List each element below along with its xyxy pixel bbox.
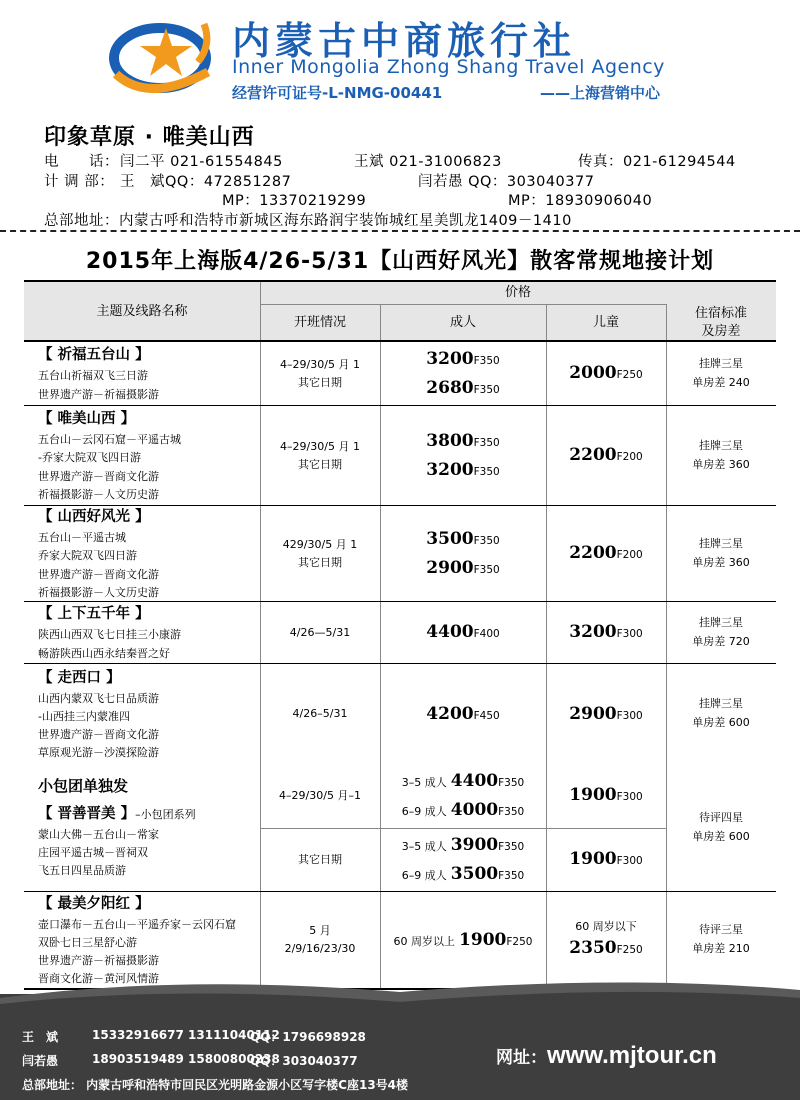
fax: 传真：021-61294544 [578,154,736,170]
route-desc-line: 山西内蒙双飞七日品质游 [38,691,159,705]
price-value: 6–9 成人 3500F350 [401,863,525,884]
route-desc-line: 祈福摄影游－人文历史游 [38,487,159,501]
accommodation-line: 单房差 720 [692,634,750,648]
route-cell [24,602,260,663]
schedule-line: 其它日期 [298,375,342,389]
schedule-line: 429/30/5 月 1 [282,537,358,551]
route-desc-line: 蒙山大佛－五台山－常家 [38,827,159,841]
group-schedule-1: 4–29/30/5 月–1 [279,788,361,802]
last-adult-price: 60 周岁以上 1900F250 [393,929,533,950]
price-value: 3200F350 [426,459,500,480]
accommodation-cell [666,664,776,764]
route-desc-line: -乔家大院双飞四日游 [38,451,141,465]
route-name: 【 唯美山西 】 [38,411,136,428]
price-value: 2200F200 [569,543,643,564]
schedule-line: 其它日期 [298,555,342,569]
child-price-cell [546,406,666,505]
adult-price-cell [380,506,546,601]
th-child: 儿童 [592,315,619,331]
price-value: 2900F300 [569,703,643,724]
child-price-cell [546,602,666,663]
qq-1: 王 斌QQ：472851287 [120,174,292,190]
accommodation-line: 待评四星 [699,810,743,824]
table-row [24,342,776,406]
accommodation-cell [666,602,776,663]
footer-address: 总部地址： 内蒙古呼和浩特市回民区光明路金源小区写字楼C座13号4楼 [22,1078,409,1092]
mobile-1: MP：13370219299 [222,193,367,209]
price-value: 3200F350 [426,348,500,369]
accommodation-line: 单房差 210 [692,942,750,955]
price-value: 4200F450 [426,703,500,724]
schedule-line: 4–29/30/5 月 1 [280,439,360,453]
table-row [24,506,776,602]
plan-title: 2015年上海版4/26-5/31【山西好风光】散客常规地接计划 [85,249,715,274]
dept-label: 计 调 部： [44,174,115,190]
route-desc-line: 世界遗产游－祈福摄影游 [38,954,159,967]
contact-block: 印象草原 · 唯美山西 电 话： 闫二平 021-61554845 王斌 021-31006823 传真：021-61294544 计 调 部： 王 斌QQ：472851287 闫若愚 QQ：303040377 MP：13370219299 MP：18930906040 总部地址：内蒙古呼和浩特市新城区海东路润宇装饰城红星美凯龙1409－1410 [0,110,800,230]
accommodation-cell [666,342,776,405]
group-adult-price-1 [380,764,546,827]
schedule-line: 2/9/16/23/30 [284,942,356,955]
phone-2: 王斌 021-31006823 [354,154,502,170]
accommodation-line: 挂牌三星 [699,697,743,711]
last-child-price: 60 周岁以下 2350F250 [569,919,643,958]
group-adult-price-2 [380,828,546,891]
route-cell [24,406,260,505]
accommodation-line: 挂牌三星 [699,438,743,452]
schedule-line: 4/26—5/31 [289,625,351,639]
price-value: 3500F350 [426,528,500,549]
route-desc-line: 世界遗产游－晋商文化游 [38,728,159,741]
route-desc-line: 五台山祈福双飞三日游 [38,369,148,383]
route-desc-line: 世界遗产游－晋商文化游 [38,469,159,483]
adult-price-cell [380,406,546,505]
route-desc-line: 世界遗产游－晋商文化游 [38,567,159,581]
phone-label: 电 话： [44,154,119,170]
route-desc-line: 五台山－云冈石窟－平遥古城 [38,433,181,447]
license-number: 经营许可证号-L-NMG-00441 [232,84,443,102]
accommodation-line: 挂牌三星 [699,356,743,370]
schedule-line: 5 月 [309,924,331,938]
price-value: 2000F250 [569,363,643,384]
brand-title-cn: 内蒙古中商旅行社 [232,19,577,63]
schedule-line: 其它日期 [298,457,342,471]
route-desc [38,626,260,662]
child-price-cell [546,342,666,405]
route-name: 【 走西口 】 [38,669,121,686]
route-desc-line: 庄园平遥古城－晋祠双 [38,845,148,859]
table-row-last: 【 最美夕阳红 】 壶口瀑布－五台山－平遥乔家－云冈石窟 双卧七日三星舒心游 世界遗产游－祈福摄影游 晋商文化游－黄河风情游 5 月 2/9/16/23/30 60 周岁以上 1900F250 60 周岁以下 2350F250 待评三星 单房差 210 [24,892,776,988]
route-name: 【 上下五千年 】 [38,606,150,623]
group-child-price-2 [546,828,666,891]
accommodation-line: 单房差 360 [692,457,750,471]
mobile-2: MP：18930906040 [508,193,653,209]
group-route: 小包团单独发 【 晋善晋美 】–小包团系列 蒙山大佛－五台山－常家 庄园平遥古城－晋祠双 飞五日四星品质游 [24,764,260,891]
price-value: 1900F300 [569,849,643,870]
route-desc-line: 祈福摄影游－人文历史游 [38,585,159,599]
group-schedule-2: 其它日期 [298,852,342,866]
price-value: 2900F350 [426,557,500,578]
footer-wave-decoration [0,972,800,1012]
route-desc-line: 世界遗产游－祈福摄影游 [38,387,159,401]
price-value: 4400F400 [426,622,500,643]
accommodation-line: 单房差 360 [692,555,750,569]
star-swoosh-logo-icon [108,14,220,96]
route-desc-line: 晋商文化游－黄河风情游 [38,972,159,986]
price-value: 1900F300 [569,785,643,806]
accommodation-line: 挂牌三星 [699,615,743,629]
table-row [24,602,776,664]
adult-price-cell [380,602,546,663]
price-value: 2680F350 [426,377,500,398]
itinerary-table [24,280,776,990]
website[interactable]: 网址：www.mjtour.cn [496,1042,717,1069]
route-desc-line: 飞五日四星品质游 [38,864,126,878]
route-desc [38,431,260,504]
table-row-group [24,764,776,892]
accommodation-line: 单房差 240 [692,375,750,389]
route-desc-line: -山西挂三内蒙准四 [38,709,130,723]
phone-1: 闫二平 021-61554845 [120,154,283,170]
th-adult: 成人 [449,315,476,331]
route-desc-line: 乔家大院双飞四日游 [38,549,137,563]
accommodation-line: 单房差 600 [692,829,750,843]
schedule-cell [260,602,380,663]
route-desc-line: 壶口瀑布－五台山－平遥乔家－云冈石窟 [38,917,236,931]
slogan: 印象草原 · 唯美山西 [44,125,255,150]
route-cell [24,342,260,405]
th-accommodation: 住宿标准 及房差 [694,306,747,339]
price-value: 6–9 成人 4000F350 [401,799,525,820]
table-header [24,282,776,342]
schedule-cell [260,342,380,405]
price-value: 3–5 成人 3900F350 [401,834,525,855]
route-desc [38,367,260,403]
child-price-cell [546,664,666,764]
route-desc-line: 双卧七日三星舒心游 [38,935,137,949]
th-price: 价格 [504,285,531,301]
child-price-cell [546,506,666,601]
route-desc [38,529,260,602]
schedule-cell [260,506,380,601]
schedule-line: 4–29/30/5 月 1 [280,357,360,371]
accommodation-cell [666,406,776,505]
route-name: 【 祈福五台山 】 [38,347,150,364]
schedule-cell [260,664,380,764]
th-route: 主题及线路名称 [96,304,188,320]
th-schedule: 开班情况 [293,315,346,331]
route-desc-line: 畅游陕西山西永结秦晋之好 [38,646,170,660]
branch-name: ——上海营销中心 [540,84,661,102]
price-value: 3800F350 [426,430,500,451]
price-value: 3–5 成人 4400F350 [401,770,525,791]
accommodation-cell [666,506,776,601]
dashed-divider [0,230,800,232]
route-desc-line: 五台山－平遥古城 [38,531,126,545]
route-desc-line: 草原观光游－沙漠探险游 [38,746,159,760]
brand-header [0,0,800,108]
schedule-line: 4/26–5/31 [292,707,348,721]
table-row [24,664,776,764]
route-cell [24,664,260,764]
brand-title-en: Inner Mongolia Zhong Shang Travel Agency [232,56,665,78]
website-url[interactable]: www.mjtour.cn [547,1042,717,1069]
route-desc-line: 陕西山西双飞七日挂三小康游 [38,628,181,642]
route-desc [38,690,260,763]
accommodation-line: 单房差 600 [692,716,750,729]
table-row [24,406,776,506]
adult-price-cell [380,342,546,405]
footer: 王 斌 15332916677 13111040112 QQ：1796698928 闫若愚 18903519489 15800800238 QQ：303040377 总部地址： 内蒙古呼和浩特市回民区光明路金源小区写字楼C座13号4楼 网址：www.mjtour.cn [0,994,800,1100]
price-value: 3200F300 [569,622,643,643]
schedule-cell [260,406,380,505]
route-cell [24,506,260,601]
accommodation-line: 挂牌三星 [699,536,743,550]
route-name: 【 山西好风光 】 [38,509,150,526]
group-accommodation [666,764,776,891]
adult-price-cell [380,664,546,764]
price-value: 2200F200 [569,445,643,466]
accommodation-line: 待评三星 [699,923,743,937]
group-child-price-1 [546,764,666,827]
qq-2: 闫若愚 QQ：303040377 [418,174,595,190]
